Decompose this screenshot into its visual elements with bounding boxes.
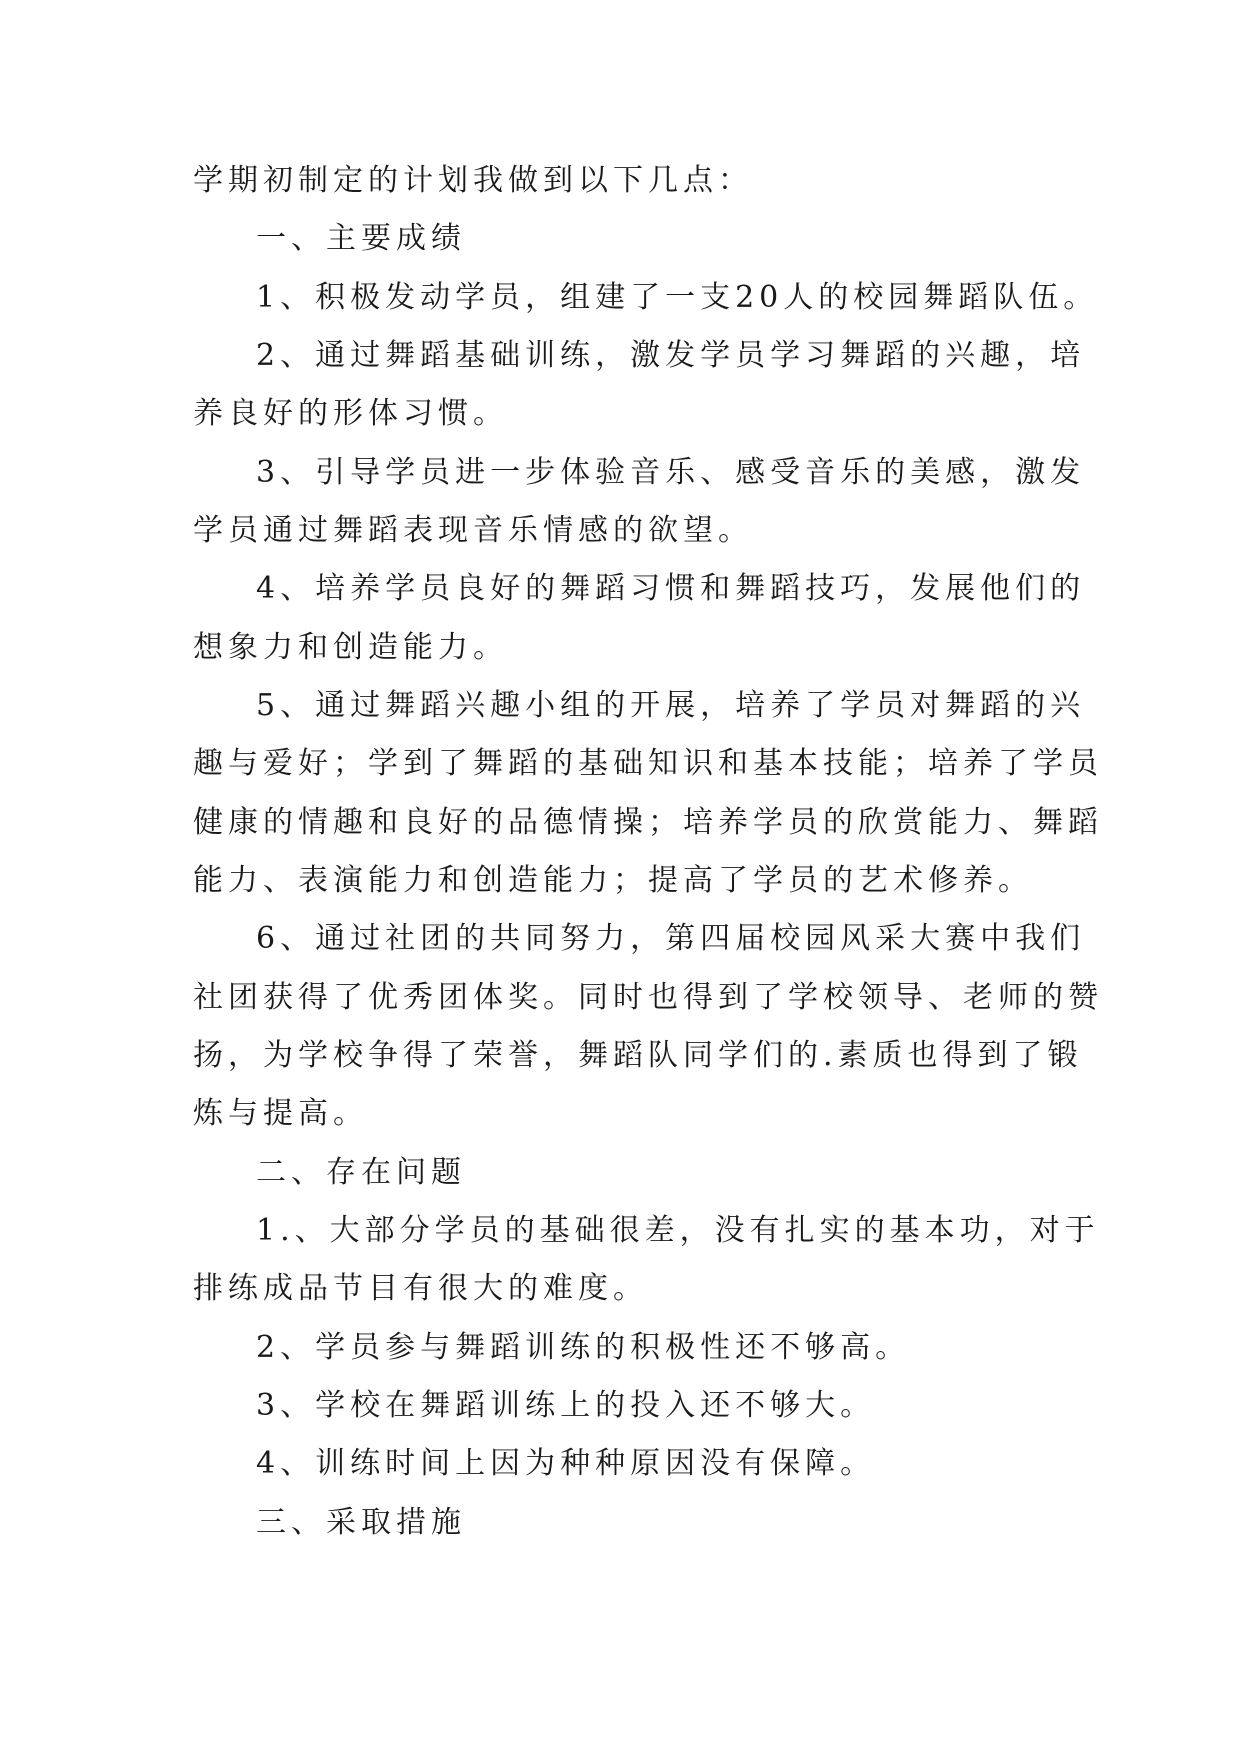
problem-item-3: 3、学校在舞蹈训练上的投入还不够大。: [256, 1388, 876, 1423]
intro-line: 学期初制定的计划我做到以下几点：: [193, 163, 753, 198]
achievement-item-5-line-3: 健康的情趣和良好的品德情操；培养学员的欣赏能力、舞蹈: [193, 805, 1103, 840]
achievement-item-6-line-2: 社团获得了优秀团体奖。同时也得到了学校领导、老师的赞: [193, 980, 1103, 1015]
achievement-item-1: 1、积极发动学员，组建了一支20人的校园舞蹈队伍。: [256, 280, 1099, 315]
achievement-item-5-line-2: 趣与爱好；学到了舞蹈的基础知识和基本技能；培养了学员: [193, 746, 1103, 781]
achievement-item-5-line-4: 能力、表演能力和创造能力；提高了学员的艺术修养。: [193, 863, 1033, 898]
section-heading-problems: 二、存在问题: [256, 1155, 466, 1190]
section-heading-measures: 三、采取措施: [256, 1505, 466, 1540]
achievement-item-3-line-1: 3、引导学员进一步体验音乐、感受音乐的美感，激发: [256, 455, 1086, 490]
achievement-item-6-line-3: 扬，为学校争得了荣誉，舞蹈队同学们的.素质也得到了锻: [193, 1038, 1083, 1073]
problem-item-2: 2、学员参与舞蹈训练的积极性还不够高。: [256, 1330, 911, 1365]
achievement-item-6-line-1: 6、通过社团的共同努力，第四届校园风采大赛中我们: [256, 921, 1086, 956]
achievement-item-5-line-1: 5、通过舞蹈兴趣小组的开展，培养了学员对舞蹈的兴: [256, 688, 1086, 723]
achievement-item-4-line-1: 4、培养学员良好的舞蹈习惯和舞蹈技巧，发展他们的: [256, 571, 1086, 606]
achievement-item-2-line-2: 养良好的形体习惯。: [193, 396, 508, 431]
section-heading-achievements: 一、主要成绩: [256, 221, 466, 256]
achievement-item-6-line-4: 炼与提高。: [193, 1096, 368, 1131]
achievement-item-3-line-2: 学员通过舞蹈表现音乐情感的欲望。: [193, 513, 753, 548]
achievement-item-2-line-1: 2、通过舞蹈基础训练，激发学员学习舞蹈的兴趣，培: [256, 338, 1086, 373]
problem-item-4: 4、训练时间上因为种种原因没有保障。: [256, 1446, 876, 1481]
problem-item-1-line-1: 1.、大部分学员的基础很差，没有扎实的基本功，对于: [256, 1213, 1100, 1248]
achievement-item-4-line-2: 想象力和创造能力。: [193, 630, 508, 665]
problem-item-1-line-2: 排练成品节目有很大的难度。: [193, 1271, 648, 1306]
